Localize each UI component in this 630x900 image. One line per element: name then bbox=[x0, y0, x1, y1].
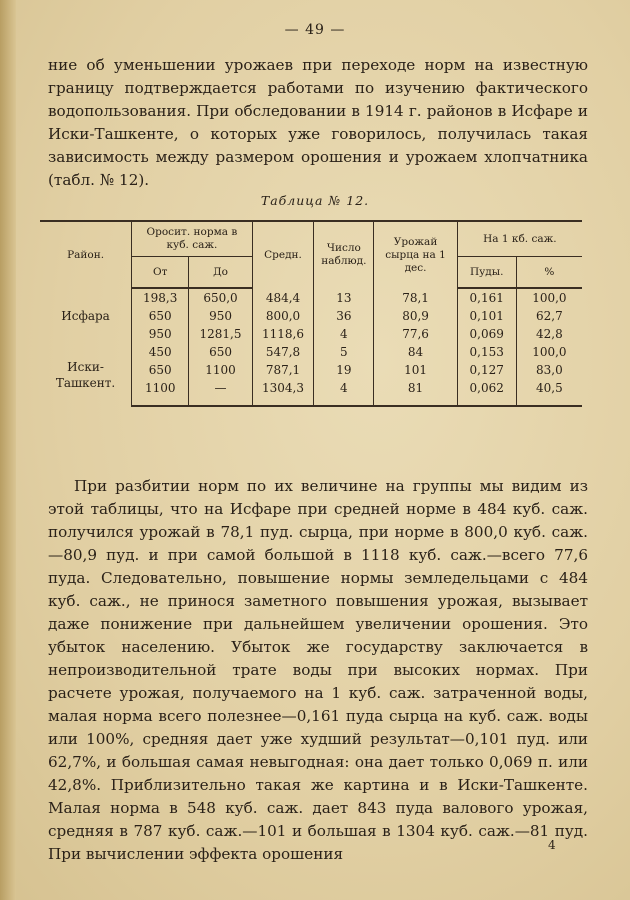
col-header-percent: % bbox=[516, 257, 582, 289]
cell-to: — bbox=[189, 379, 252, 406]
cell-yield: 81 bbox=[374, 379, 457, 406]
col-header-count: Число наблюд. bbox=[314, 221, 374, 288]
cell-yield: 84 bbox=[374, 343, 457, 361]
signature-mark: 4 bbox=[548, 838, 556, 852]
cell-percent: 83,0 bbox=[516, 361, 582, 379]
region-name: Исфара bbox=[61, 308, 110, 323]
cell-yield: 77,6 bbox=[374, 325, 457, 343]
paragraph-analysis: При разбитии норм по их величине на группы мы видим из этой таблицы, что на Исфаре при средней норме в 484 куб. саж. получился урожай в 78,1 пуд. сырца, при норме в 800,0 куб. саж.—80,9 пуд. и при самой большой в 1118 куб. саж.—всего 77,6 пуда. Следовательно, повышение нормы земледельцами с 484 куб. саж., не принося заметного повышения урожая, вызывает даже понижение при дальнейшем увеличении орошения. Это убыток населению. Убыток же государству заключается в непроизводительной трате воды при высоких нормах. При расчете урожая, получаемого на 1 куб. саж. затраченной воды, малая норма всего полезнее—0,161 пуда сырца на куб. саж. воды или 100%, средняя дает уже худший результат—0,101 пуд. или 62,7%, и большая самая невыгодная: она дает только 0,069 п. или 42,8%. Приблизительно такая же картина и в Иски-Ташкенте. Малая норма в 548 куб. саж. дает 843 пуда валового урожая, средняя в 787 куб. саж.—101 и большая в 1304 куб. саж.—81 пуд. При вычислении эффекта орошения bbox=[48, 477, 588, 863]
cell-to: 1100 bbox=[189, 361, 252, 379]
col-header-poods: Пуды. bbox=[457, 257, 516, 289]
cell-count: 5 bbox=[314, 343, 374, 361]
col-header-to: До bbox=[189, 257, 252, 289]
cell-percent: 42,8 bbox=[516, 325, 582, 343]
cell-from: 450 bbox=[132, 343, 189, 361]
cell-count: 13 bbox=[314, 288, 374, 307]
cell-count: 36 bbox=[314, 307, 374, 325]
cell-percent: 40,5 bbox=[516, 379, 582, 406]
cell-yield: 101 bbox=[374, 361, 457, 379]
cell-percent: 62,7 bbox=[516, 307, 582, 325]
col-header-region: Район. bbox=[40, 221, 132, 288]
cell-avg: 547,8 bbox=[252, 343, 314, 361]
paragraph-intro: ние об уменьшении урожаев при переходе норм на известную границу подтверждается работами по изучению фактического водопользования. При обследовании в 1914 г. районов в Исфаре и Иски-Ташкенте, о которых уже говорилось, получилась такая зависимость между размером орошения и урожаем хлопчатника (табл. № 12). bbox=[48, 56, 588, 189]
page-number: — 49 — bbox=[284, 22, 346, 38]
cell-avg: 787,1 bbox=[252, 361, 314, 379]
cell-from: 650 bbox=[132, 307, 189, 325]
cell-avg: 1304,3 bbox=[252, 379, 314, 406]
col-header-avg: Средн. bbox=[252, 221, 314, 288]
cell-poods: 0,153 bbox=[457, 343, 516, 361]
cell-avg: 1118,6 bbox=[252, 325, 314, 343]
cell-poods: 0,127 bbox=[457, 361, 516, 379]
col-header-yield: Урожай сырца на 1 дес. bbox=[374, 221, 457, 288]
cell-to: 650 bbox=[189, 343, 252, 361]
table-row bbox=[40, 288, 582, 307]
cell-from: 950 bbox=[132, 325, 189, 343]
cell-to: 650,0 bbox=[189, 288, 252, 307]
cell-poods: 0,069 bbox=[457, 325, 516, 343]
cell-count: 4 bbox=[314, 325, 374, 343]
col-header-from: От bbox=[132, 257, 189, 289]
cell-yield: 80,9 bbox=[374, 307, 457, 325]
table-row bbox=[40, 343, 582, 361]
cell-from: 1100 bbox=[132, 379, 189, 406]
cell-from: 198,3 bbox=[132, 288, 189, 307]
cell-yield: 78,1 bbox=[374, 288, 457, 307]
cell-count: 19 bbox=[314, 361, 374, 379]
cell-poods: 0,101 bbox=[457, 307, 516, 325]
cell-to: 1281,5 bbox=[189, 325, 252, 343]
data-table bbox=[40, 220, 582, 407]
cell-avg: 484,4 bbox=[252, 288, 314, 307]
cell-percent: 100,0 bbox=[516, 343, 582, 361]
cell-to: 950 bbox=[189, 307, 252, 325]
page-left-edge bbox=[0, 0, 16, 900]
col-header-per-sazhen: На 1 кб. саж. bbox=[457, 221, 582, 257]
region-name: Иски-Ташкент. bbox=[55, 359, 116, 390]
cell-poods: 0,161 bbox=[457, 288, 516, 307]
col-header-norm: Оросит. норма в куб. саж. bbox=[132, 221, 253, 257]
cell-percent: 100,0 bbox=[516, 288, 582, 307]
cell-count: 4 bbox=[314, 379, 374, 406]
cell-poods: 0,062 bbox=[457, 379, 516, 406]
table-title: Таблица № 12. bbox=[260, 193, 370, 208]
cell-avg: 800,0 bbox=[252, 307, 314, 325]
cell-from: 650 bbox=[132, 361, 189, 379]
